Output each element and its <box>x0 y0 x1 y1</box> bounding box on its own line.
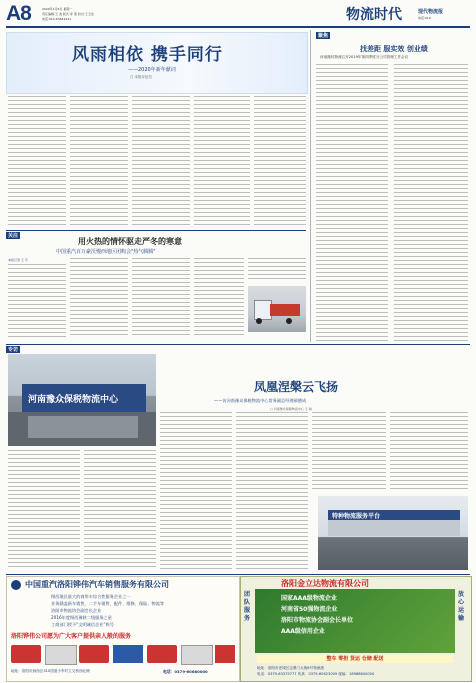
section-tel: 电话:010 <box>418 16 431 20</box>
ad-huawei-address: 地址：洛阳市涧西区310国道小李村立交桥西北侧 <box>11 669 90 673</box>
ad-huawei-item: 工商部门授予“文明诚信企业”称号 <box>51 622 114 627</box>
feature-text-col-5 <box>254 96 306 226</box>
ad-jinlida-left-side: 团队服务 <box>244 591 251 622</box>
logistics-center-photo <box>8 354 156 446</box>
guanzhu-text-col-4 <box>194 258 244 338</box>
zhuanfang-subtitle: ——访河南豫众保税物流中心常务副总经理郝德成 <box>214 398 307 403</box>
section-sub: 现代物流报 <box>418 9 444 15</box>
guanzhu-byline: 本报记者 王 芳 <box>8 258 28 262</box>
guanzhu-text-col-2 <box>70 258 128 338</box>
zhuanfang-tag: 专访 <box>8 347 19 353</box>
zhuanfang-rule <box>6 344 470 345</box>
ad-huawei-phone: 电话：0379-60680000 <box>163 669 208 674</box>
zhuanfang-title: 凤凰涅槃云飞扬 <box>254 380 339 394</box>
ad-huawei-item: 洛阳市物流协会副会长企业 <box>51 608 102 613</box>
feature-byline: □ 本报评论员 <box>130 75 152 79</box>
ad-huawei-item: 慢西地区最大的商用车综合性服务企业之一 <box>51 594 131 599</box>
guanzhu-title: 用火热的情怀驱走严冬的寒意 <box>78 237 182 246</box>
truck-photo <box>248 286 306 332</box>
ad-huawei-list <box>51 593 231 628</box>
column-divider <box>310 30 311 342</box>
masthead <box>6 4 470 26</box>
feature-subtitle: ——2020年新年献词 <box>128 67 176 73</box>
zhuanfang-byline: □ 河南豫众保税物流中心 王 琪 <box>270 407 312 411</box>
ad-jinlida-list <box>281 593 451 637</box>
gushi-text-col-2 <box>394 64 468 342</box>
zhuanfang-text-col-1 <box>8 450 80 570</box>
page-number: A8 <box>6 2 31 25</box>
zhuanfang-text-col-6 <box>390 412 468 492</box>
ad-huawei-slogan: 洛阳铧伟公司愿为广大客户提供亲人般的服务 <box>11 633 132 640</box>
feature-title: 风雨相依 携手同行 <box>72 45 223 65</box>
photo-sign: 河南豫众保税物流中心 <box>28 395 119 405</box>
ad-jinlida-item: 国家AAA级物流企业 <box>281 595 337 602</box>
gushi-subtitle: 河南豫综物流召开2019年第四季度分公司管理工作会议 <box>320 55 409 59</box>
masthead-rule <box>6 26 470 28</box>
feature-text-col-3 <box>132 96 190 226</box>
photo-sign-2: 特种物流服务平台 <box>332 513 381 520</box>
gushi-title: 找差距 服实效 创业绩 <box>360 45 428 53</box>
guanzhu-subtitle: 中国重汽百万豪沃慢西地区团购会"热气腾腾" <box>56 249 156 255</box>
section-title: 物流时代 <box>346 7 402 23</box>
ad-jinlida-right-side: 放心运输 <box>458 591 465 622</box>
date-line: 2020年1月6日 星期一 <box>42 7 73 11</box>
guanzhu-rule <box>6 230 306 231</box>
gushi-tag: 聚焦 <box>318 33 329 39</box>
editor-line: 责任编辑:王 美 版式:李 燕 校对:王玉洁 <box>42 12 94 16</box>
guanzhu-tag: 关注 <box>8 233 19 239</box>
zhuanfang-text-col-5 <box>312 412 386 492</box>
ad-huawei-item: 2016年度慢西豫陕二级服务之星 <box>51 615 112 620</box>
ad-jinlida <box>240 576 472 682</box>
ad-jinlida-badges: 整车 零担 货运 仓储 配送 <box>257 655 453 663</box>
ad-jinlida-title: 洛阳金立达物流有限公司 <box>281 579 369 588</box>
ad-huawei-logo <box>11 580 21 590</box>
feature-text-col-1 <box>8 96 66 226</box>
ad-jinlida-contact-1: 地址：洛阳市老城区定鼎门大街6号物流港 <box>257 666 324 670</box>
ad-huawei-trucks <box>11 641 235 665</box>
guanzhu-text-col-1 <box>8 264 66 338</box>
ad-jinlida-contact-2: 电话：0379-63379777 传真：0379-65623009 邮编：18988600000 <box>257 672 375 676</box>
ad-jinlida-item: 洛阳市物流协会副会长单位 <box>281 617 354 624</box>
ads-rule <box>6 574 470 575</box>
tel-line: 电话:010-63642241 <box>42 17 72 21</box>
ad-huawei-item: 业务涵盖新车销售、二手车销售、配件、维修、保险、物流等 <box>51 601 165 606</box>
ad-jinlida-item: AAA级信用企业 <box>281 628 325 635</box>
ad-jinlida-item: 河南省50强物流企业 <box>281 606 338 613</box>
zhuanfang-text-col-2 <box>84 450 156 570</box>
ad-huawei <box>6 576 240 682</box>
feature-text-col-4 <box>194 96 250 226</box>
guanzhu-text-col-5 <box>248 258 306 282</box>
gushi-text-col-1 <box>316 64 388 342</box>
ad-huawei-title: 中国重汽洛阳铧伟汽车销售服务有限公司 <box>25 580 169 589</box>
feature-text-col-2 <box>70 96 128 226</box>
warehouse-photo <box>318 496 468 570</box>
zhuanfang-text-col-4 <box>236 412 308 570</box>
zhuanfang-text-col-3 <box>160 412 232 570</box>
guanzhu-text-col-3 <box>132 258 190 338</box>
